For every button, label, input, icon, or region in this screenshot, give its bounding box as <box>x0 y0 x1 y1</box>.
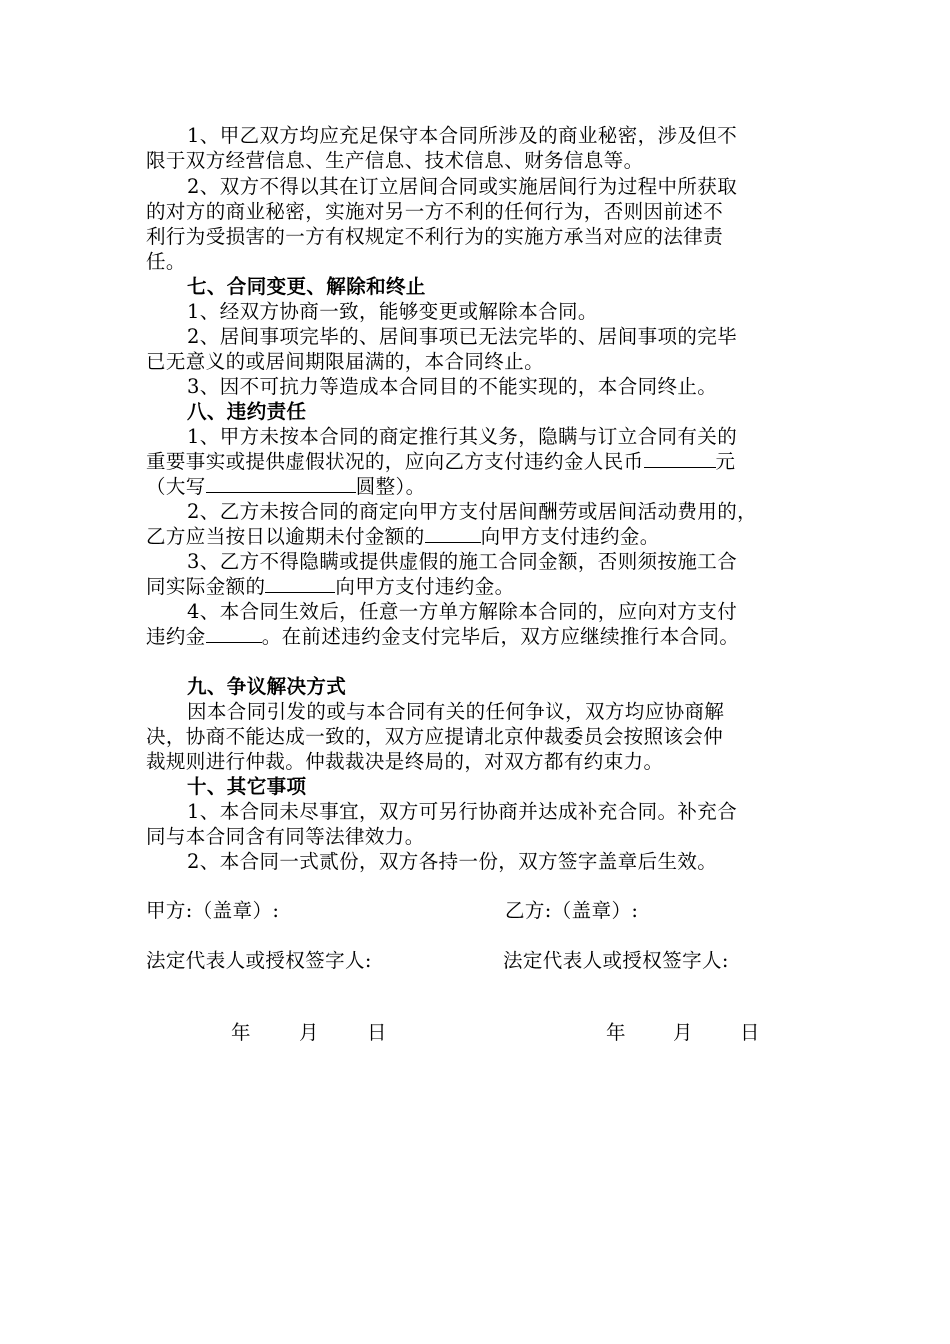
section6-p1-line1: 1、甲乙双方均应充足保守本合同所涉及的商业秘密，涉及但不 <box>187 124 738 147</box>
party-b-date-day: 日 <box>740 1021 760 1044</box>
amount-words-blank[interactable] <box>206 475 356 493</box>
section6-p2-line1: 2、双方不得以其在订立居间合同或实施居间行为过程中所获取 <box>187 175 738 198</box>
section8-p4-line2-text: 违约金 <box>146 625 206 648</box>
section9-p1-line1: 因本合同引发的或与本合同有关的任何争议，双方均应协商解 <box>187 700 725 723</box>
section8-p1-line3-text: （大写 <box>146 475 206 498</box>
party-b-date-year: 年 <box>606 1021 626 1044</box>
section8-heading: 八、违约责任 <box>187 400 307 423</box>
section9-p1-line3: 裁规则进行仲裁。仲裁裁决是终局的，对双方都有约束力。 <box>146 750 664 773</box>
section6-p2-line4: 任。 <box>146 250 186 273</box>
section10-p1-line1: 1、本合同未尽事宜，双方可另行协商并达成补充合同。补充合 <box>187 800 738 823</box>
party-b-date-month: 月 <box>673 1021 693 1044</box>
section8-p1-line2-text: 重要事实或提供虚假状况的，应向乙方支付违约金人民币 <box>146 450 644 473</box>
party-a-representative-label: 法定代表人或授权签字人: <box>146 949 372 972</box>
section8-p2-line2-text: 乙方应当按日以逾期未付金额的 <box>146 525 425 548</box>
section9-p1-line2: 决，协商不能达成一致的，双方应提请北京仲裁委员会按照该会仲 <box>146 725 724 748</box>
section10-p1-line2: 同与本合同含有同等法律效力。 <box>146 825 425 848</box>
penalty-blank[interactable] <box>206 625 262 643</box>
section7-heading: 七、合同变更、解除和终止 <box>187 275 426 298</box>
section8-p4-line2-end: 。在前述违约金支付完毕后，双方应继续推行本合同。 <box>261 625 740 648</box>
section8-p3-line1: 3、乙方不得隐瞒或提供虚假的施工合同金额，否则须按施工合 <box>187 550 738 573</box>
section10-heading: 十、其它事项 <box>187 775 307 798</box>
section8-p2-line1: 2、乙方未按合同的商定向甲方支付居间酬劳或居间活动费用的， <box>187 500 758 523</box>
section8-p4-line2 <box>146 625 739 649</box>
party-b-representative-label: 法定代表人或授权签字人: <box>503 949 729 972</box>
section8-p1-line3 <box>146 475 426 499</box>
overdue-rate-blank[interactable] <box>425 525 481 543</box>
section8-p4-line1: 4、本合同生效后，任意一方单方解除本合同的，应向对方支付 <box>187 600 738 623</box>
section10-p2: 2、本合同一式贰份，双方各持一份，双方签字盖章后生效。 <box>187 850 718 873</box>
section6-p2-line2: 的对方的商业秘密，实施对另一方不利的任何行为，否则因前述不 <box>146 200 724 223</box>
section7-p3: 3、因不可抗力等造成本合同目的不能实现的，本合同终止。 <box>187 375 718 398</box>
section8-p3-line2-end: 向甲方支付违约金。 <box>335 575 515 598</box>
section8-p1-line1: 1、甲方未按本合同的商定推行其义务，隐瞒与订立合同有关的 <box>187 425 738 448</box>
section8-p1-line3-end: 圆整）。 <box>355 475 426 498</box>
section7-p1: 1、经双方协商一致，能够变更或解除本合同。 <box>187 300 598 323</box>
party-a-seal-label: 甲方:（盖章）: <box>146 899 280 922</box>
amount-blank[interactable] <box>644 450 716 468</box>
section8-p3-line2-text: 同实际金额的 <box>146 575 266 598</box>
party-a-date-year: 年 <box>231 1021 251 1044</box>
section8-p1-line2-unit: 元 <box>715 450 736 473</box>
section8-p1-line2 <box>146 450 735 474</box>
section8-p3-line2 <box>146 575 515 599</box>
section8-p2-line2 <box>146 525 660 549</box>
party-a-date-day: 日 <box>367 1021 387 1044</box>
section7-p2-line2: 已无意义的或居间期限届满的，本合同终止。 <box>146 350 545 373</box>
section9-heading: 九、争议解决方式 <box>187 675 347 698</box>
party-a-date-month: 月 <box>299 1021 319 1044</box>
section7-p2-line1: 2、居间事项完毕的、居间事项已无法完毕的、居间事项的完毕 <box>187 325 738 348</box>
section6-p2-line3: 利行为受损害的一方有权规定不利行为的实施方承当对应的法律责 <box>146 225 724 248</box>
contract-rate-blank[interactable] <box>265 575 335 593</box>
section6-p1-line2: 限于双方经营信息、生产信息、技术信息、财务信息等。 <box>146 149 644 172</box>
party-b-seal-label: 乙方:（盖章）: <box>505 899 639 922</box>
section8-p2-line2-end: 向甲方支付违约金。 <box>480 525 660 548</box>
